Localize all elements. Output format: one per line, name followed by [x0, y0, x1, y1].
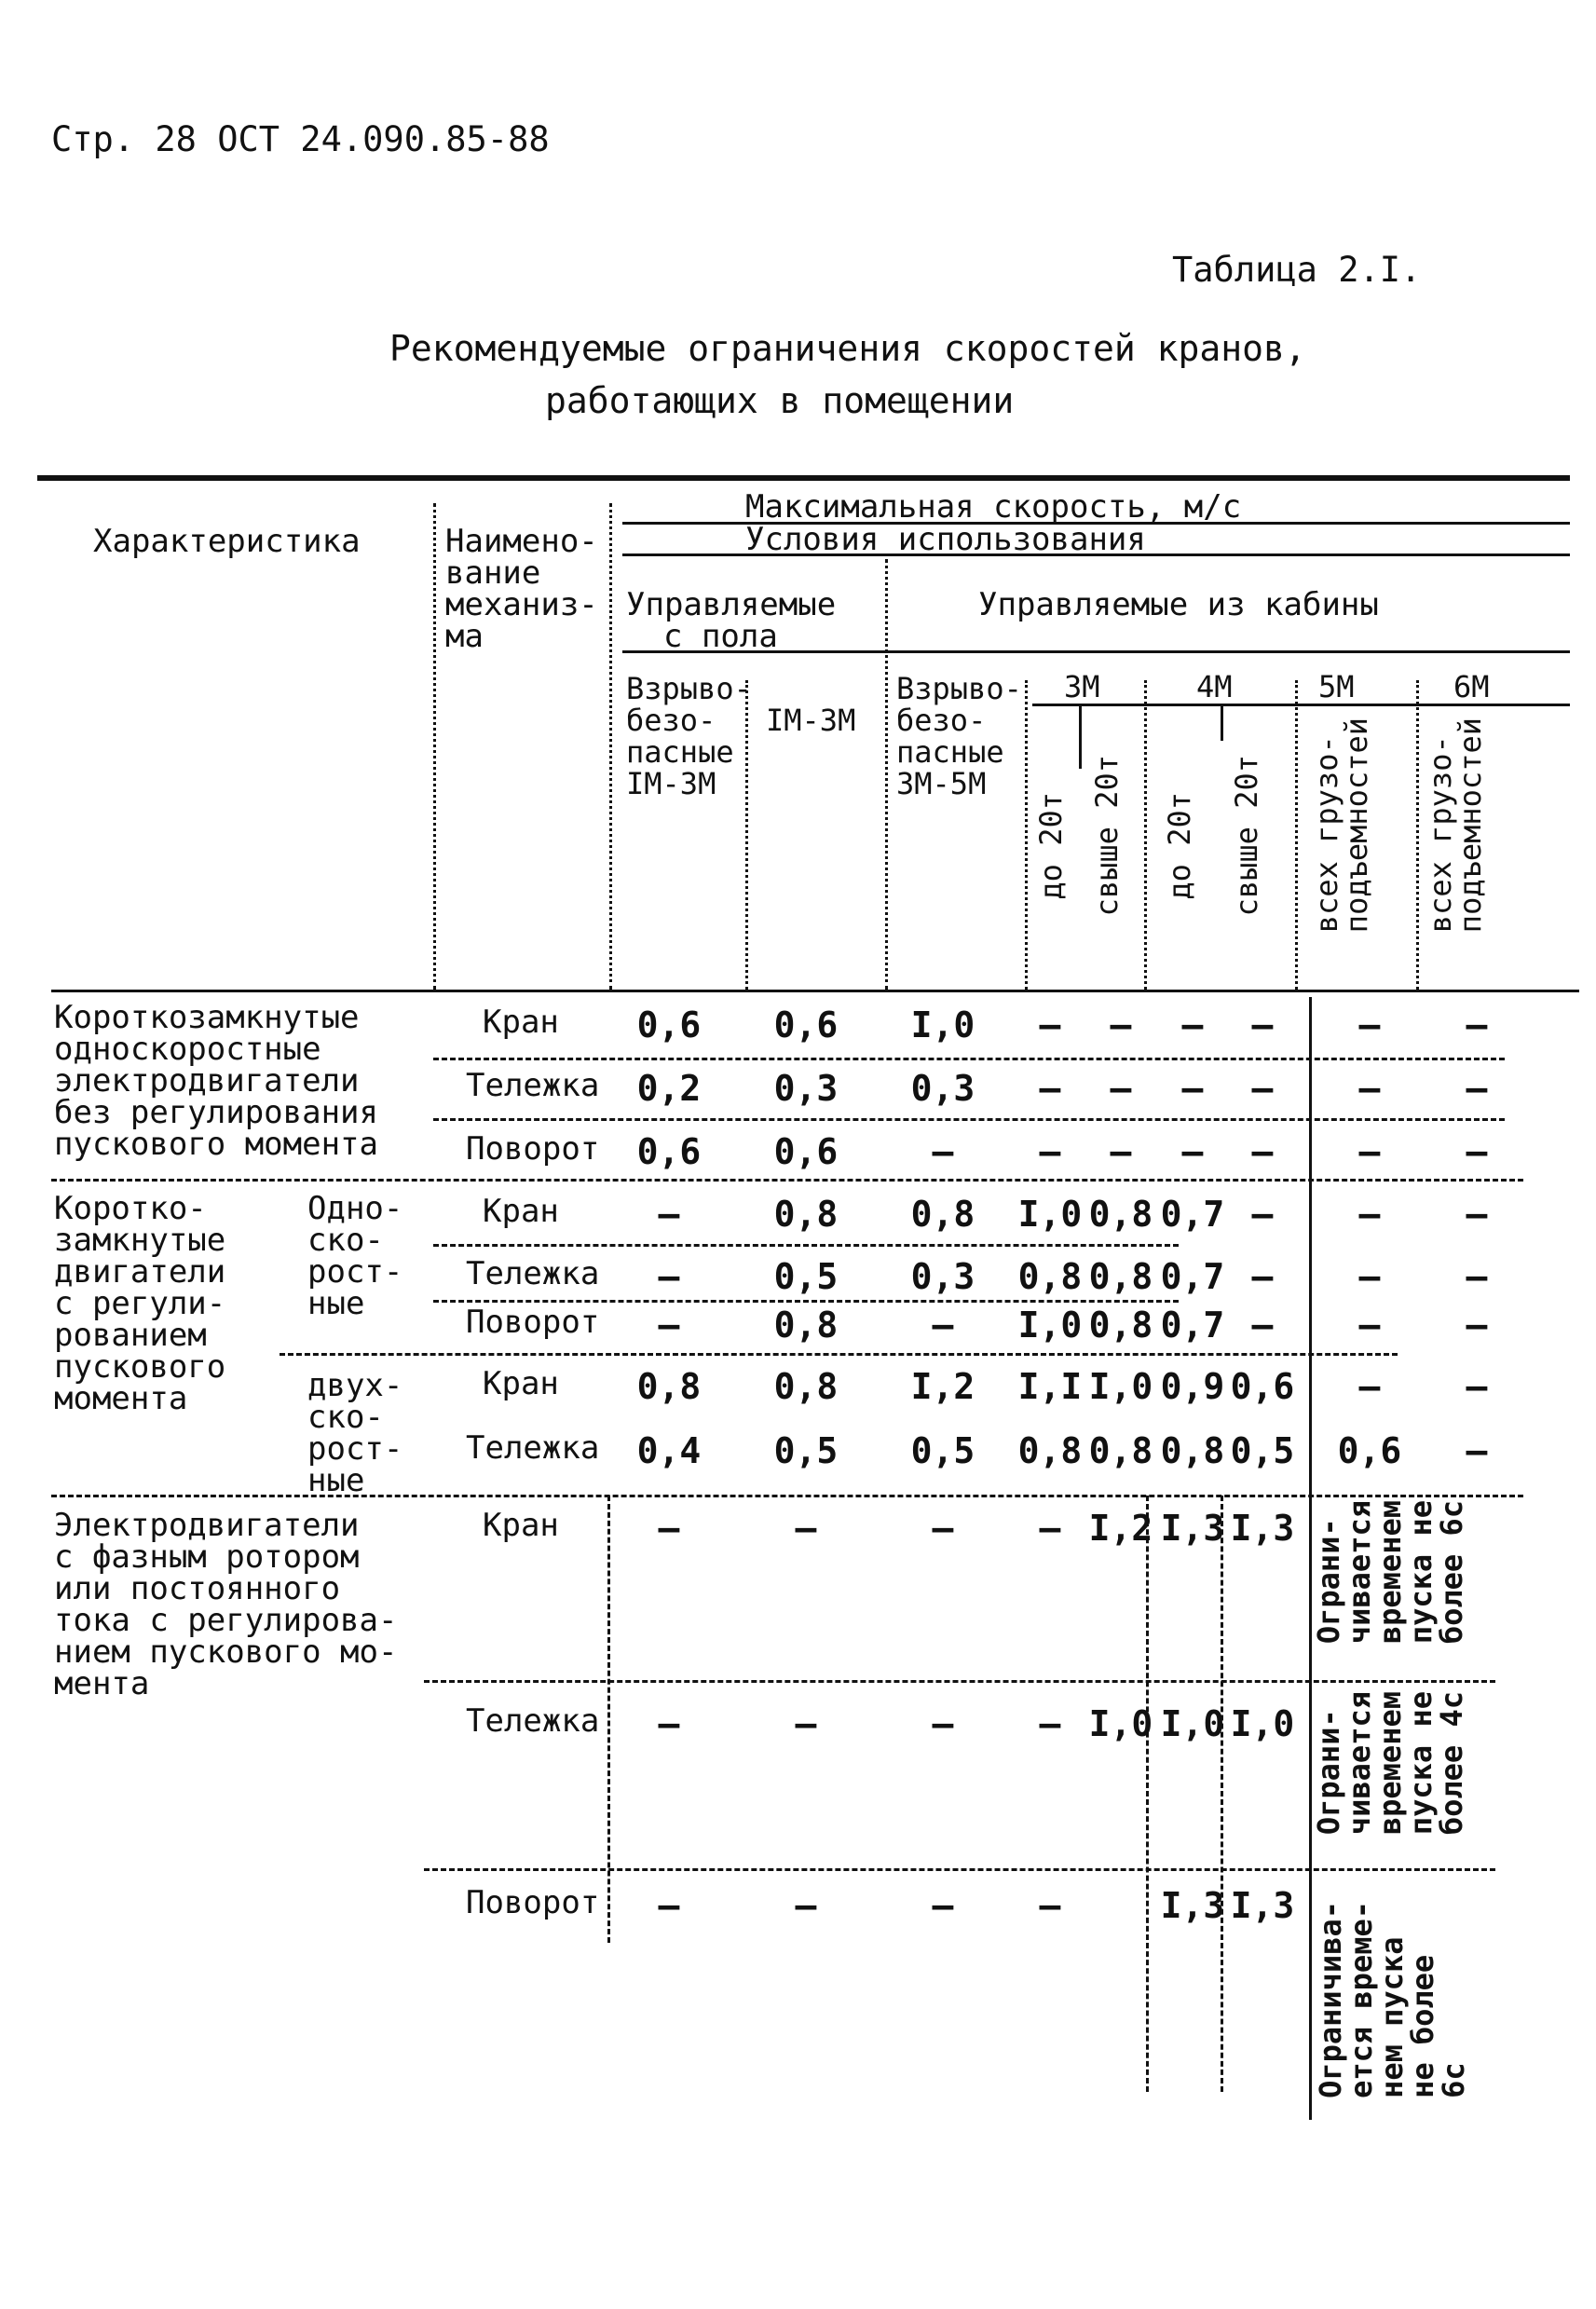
cell-r10-c7: I,0 [1230, 1703, 1295, 1744]
floor-im3m-header: IМ-3М [766, 703, 856, 738]
mech-row-2: Тележка [466, 1067, 600, 1104]
cell-r2-c1: 0,2 [636, 1068, 702, 1109]
cabin-control-header: Управляемые из кабины [978, 586, 1379, 623]
cell-r11-c1: – [658, 1885, 680, 1926]
cell-r1-c4: – [1039, 1004, 1061, 1045]
group-6m-header: 6М [1453, 669, 1490, 704]
cell-r11-c3: – [932, 1885, 954, 1926]
cell-r8-c8: 0,6 [1337, 1430, 1402, 1471]
cell-r7-c2: 0,8 [773, 1366, 839, 1407]
cell-r9-c2: – [795, 1508, 817, 1549]
body-sep-2 [1146, 1496, 1149, 2092]
cell-r10-c2: – [795, 1703, 817, 1744]
cell-r8-c5: 0,8 [1088, 1430, 1153, 1471]
cell-r3-c9: – [1466, 1131, 1488, 1172]
cell-r5-c9: – [1466, 1256, 1488, 1297]
cell-r7-c5: I,0 [1088, 1366, 1153, 1407]
col-sep-3m [1079, 704, 1082, 769]
cell-r4-c4: I,0 [1017, 1194, 1083, 1235]
body-sep-3 [1221, 1496, 1223, 2092]
group2-label: Коротко- замкнутые двигатели с регули- рованием пускового момента [54, 1190, 226, 1417]
mech-row-10: Тележка [466, 1702, 600, 1740]
cell-r8-c3: 0,5 [910, 1430, 975, 1471]
page-reference: Стр. 28 ОСТ 24.090.85-88 [51, 119, 550, 159]
cell-r2-c5: – [1110, 1068, 1132, 1109]
cell-r6-c8: – [1358, 1305, 1381, 1346]
table-top-rule [37, 475, 1570, 481]
cell-r3-c8: – [1358, 1131, 1381, 1172]
col-sep-6 [1144, 680, 1147, 990]
cell-r4-c9: – [1466, 1194, 1488, 1235]
cell-r4-c7: – [1251, 1194, 1274, 1235]
to20-3m-header: до 20т [1033, 792, 1069, 900]
group1-label: Короткозамкнутые односкоростные электродвигатели без регулирования пускового момента [54, 999, 378, 1163]
mech-row-5: Тележка [466, 1255, 600, 1292]
cell-r8-c4: 0,8 [1017, 1430, 1083, 1471]
usage-conditions-header: Условия использования [745, 521, 1146, 558]
cell-r7-c3: I,2 [910, 1366, 975, 1407]
cell-r7-c8: – [1358, 1366, 1381, 1407]
col-sep-2 [609, 503, 612, 990]
cell-r6-c4: I,0 [1017, 1305, 1083, 1346]
cell-r7-c9: – [1466, 1366, 1488, 1407]
cell-r8-c9: – [1466, 1430, 1488, 1471]
mech-row-9: Кран [483, 1507, 559, 1544]
group-4m-header: 4М [1196, 669, 1233, 704]
row-rule-2 [433, 1118, 1505, 1121]
cell-r2-c4: – [1039, 1068, 1061, 1109]
cell-r2-c2: 0,3 [773, 1068, 839, 1109]
cell-r3-c5: – [1110, 1131, 1132, 1172]
cell-r2-c8: – [1358, 1068, 1381, 1109]
cell-r1-c1: 0,6 [636, 1004, 702, 1045]
col-sep-5 [1025, 680, 1028, 990]
row-rule-7 [424, 1868, 1495, 1871]
table-title-line2: работающих в помещении [545, 380, 1015, 421]
cell-r7-c6: 0,9 [1160, 1366, 1225, 1407]
cell-r2-c6: – [1181, 1068, 1204, 1109]
cell-r10-c3: – [932, 1703, 954, 1744]
mech-row-3: Поворот [466, 1130, 600, 1168]
cell-r10-c1: – [658, 1703, 680, 1744]
group3-label: Электродвигатели с фазным ротором или постоянного тока с регулирова- нием пускового мо- мента [54, 1507, 398, 1702]
floor-explosion-proof-header: Взрыво- безо- пасные IМ-3М [626, 671, 752, 801]
header-bottom-rule [51, 990, 1579, 992]
cell-r6-c3: – [932, 1305, 954, 1346]
row-rule-6 [424, 1680, 1495, 1683]
cell-r5-c6: 0,7 [1160, 1256, 1225, 1297]
mech-row-11: Поворот [466, 1884, 600, 1921]
mech-row-6: Поворот [466, 1304, 600, 1341]
cell-r7-c7: 0,6 [1230, 1366, 1295, 1407]
to20-4m-header: до 20т [1162, 792, 1197, 900]
mech-row-4: Кран [483, 1193, 559, 1230]
cell-r7-c1: 0,8 [636, 1366, 702, 1407]
group-5m-header: 5М [1318, 669, 1355, 704]
col-sep-7 [1295, 680, 1298, 990]
over20-4m-header: свыше 20т [1229, 755, 1264, 917]
cell-r4-c5: 0,8 [1088, 1194, 1153, 1235]
col-sep-1 [433, 503, 436, 990]
cell-r9-c7: I,3 [1230, 1508, 1295, 1549]
body-sep-1 [607, 1496, 610, 1943]
cell-r5-c1: – [658, 1256, 680, 1297]
cell-r3-c6: – [1181, 1131, 1204, 1172]
mech-row-8: Тележка [466, 1429, 600, 1467]
cell-r3-c1: 0,6 [636, 1131, 702, 1172]
col-sep-8 [1416, 680, 1419, 990]
cell-r4-c8: – [1358, 1194, 1381, 1235]
col-sep-4m [1221, 704, 1223, 741]
cell-r5-c2: 0,5 [773, 1256, 839, 1297]
group2-single-speed-label: Одно- ско- рост- ные [307, 1190, 403, 1322]
cell-r8-c7: 0,5 [1230, 1430, 1295, 1471]
cell-r9-c5: I,2 [1088, 1508, 1153, 1549]
col-sep-4 [885, 559, 888, 990]
cell-r6-c2: 0,8 [773, 1305, 839, 1346]
table-number: Таблица 2.I. [1172, 250, 1422, 290]
row-rule-1 [433, 1058, 1505, 1060]
cell-r3-c7: – [1251, 1131, 1274, 1172]
cell-r5-c8: – [1358, 1256, 1381, 1297]
cell-r10-c4: – [1039, 1703, 1061, 1744]
cell-r7-c4: I,I [1017, 1366, 1083, 1407]
cell-r4-c1: – [658, 1194, 680, 1235]
characteristic-header: Характеристика [93, 523, 361, 560]
cell-r9-c3: – [932, 1508, 954, 1549]
cell-r3-c2: 0,6 [773, 1131, 839, 1172]
cell-r4-c3: 0,8 [910, 1194, 975, 1235]
cell-r1-c2: 0,6 [773, 1004, 839, 1045]
cell-r5-c7: – [1251, 1256, 1274, 1297]
cell-r1-c8: – [1358, 1004, 1381, 1045]
cell-r1-c6: – [1181, 1004, 1204, 1045]
all-capacities-5m-header: всех грузо- подъемностей [1309, 717, 1374, 934]
mech-row-1: Кран [483, 1004, 559, 1041]
group2-bottom-rule [51, 1495, 1523, 1497]
group2-two-speed-label: двух- ско- рост- ные [307, 1367, 403, 1499]
cell-r2-c3: 0,3 [910, 1068, 975, 1109]
cell-r10-c5: I,0 [1088, 1703, 1153, 1744]
cell-r6-c7: – [1251, 1305, 1274, 1346]
cell-r11-c6: I,3 [1160, 1885, 1225, 1926]
cell-r2-c7: – [1251, 1068, 1274, 1109]
cell-r8-c1: 0,4 [636, 1430, 702, 1471]
row-rule-4 [433, 1300, 1179, 1303]
cell-r6-c5: 0,8 [1088, 1305, 1153, 1346]
floor-control-header: Управляемые с пола [626, 586, 837, 655]
cell-r5-c5: 0,8 [1088, 1256, 1153, 1297]
row-rule-3 [433, 1244, 1179, 1247]
cell-r11-c4: – [1039, 1885, 1061, 1926]
over20-3m-header: свыше 20т [1089, 755, 1125, 917]
cell-r11-c7: I,3 [1230, 1885, 1295, 1926]
table-title-line1: Рекомендуемые ограничения скоростей кранов, [389, 328, 1306, 369]
cell-r3-c4: – [1039, 1131, 1061, 1172]
cell-r4-c2: 0,8 [773, 1194, 839, 1235]
cell-r1-c7: – [1251, 1004, 1274, 1045]
cell-r3-c3: – [932, 1131, 954, 1172]
cell-r6-c1: – [658, 1305, 680, 1346]
cell-r2-c9: – [1466, 1068, 1488, 1109]
max-speed-header: Максимальная скорость, м/с [745, 488, 1242, 526]
cell-r9-c6: I,3 [1160, 1508, 1225, 1549]
note-povorot-6m: Ограничива- ется време- нем пуска не более 6с [1313, 1901, 1471, 2098]
cell-r8-c6: 0,8 [1160, 1430, 1225, 1471]
cell-r6-c6: 0,7 [1160, 1305, 1225, 1346]
cell-r8-c2: 0,5 [773, 1430, 839, 1471]
cell-r5-c4: 0,8 [1017, 1256, 1083, 1297]
cell-r4-c6: 0,7 [1160, 1194, 1225, 1235]
group1-bottom-rule [51, 1179, 1523, 1182]
cell-r1-c9: – [1466, 1004, 1488, 1045]
group-3m-header: 3М [1064, 669, 1100, 704]
all-capacities-6m-header: всех грузо- подъемностей [1423, 717, 1488, 934]
mechanism-header: Наимено- вание механиз- ма [445, 523, 598, 655]
cell-r9-c4: – [1039, 1508, 1061, 1549]
note-telezhka-6m: Ограни- чивается временем пуска не более 4с [1311, 1691, 1469, 1836]
cell-r11-c2: – [795, 1885, 817, 1926]
row-rule-5 [280, 1353, 1398, 1356]
cell-r10-c6: I,0 [1160, 1703, 1225, 1744]
cell-r6-c9: – [1466, 1305, 1488, 1346]
cell-r9-c1: – [658, 1508, 680, 1549]
note-kran-6m: Ограни- чивается временем пуска не более 6с [1311, 1500, 1469, 1645]
mech-row-7: Кран [483, 1365, 559, 1402]
cell-r1-c3: I,0 [910, 1004, 975, 1045]
cell-r1-c5: – [1110, 1004, 1132, 1045]
cabin-explosion-proof-header: Взрыво- безо- пасные 3М-5М [896, 671, 1022, 801]
cell-r5-c3: 0,3 [910, 1256, 975, 1297]
